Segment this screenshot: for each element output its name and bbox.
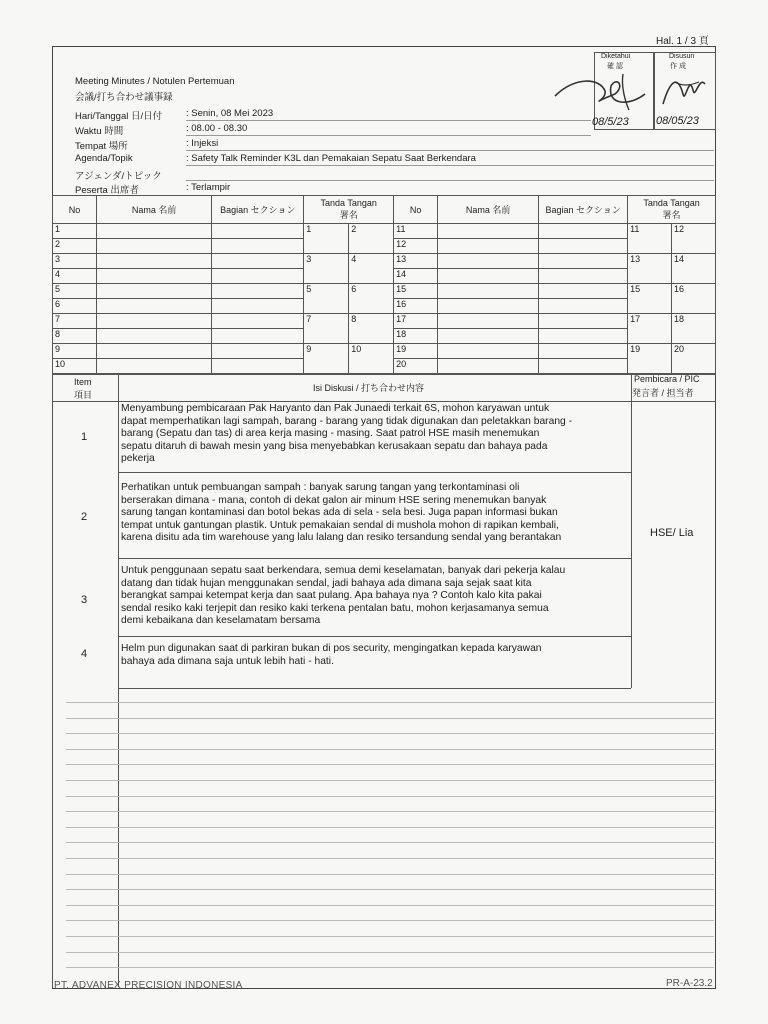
page-number: Hal. 1 / 3 頁 <box>656 36 709 47</box>
blank-line <box>66 764 714 765</box>
attendance-name-left <box>96 314 211 329</box>
discussion-text-2: Perhatikan untuk pembuangan sampah : banyak sarung tangan yang terkontaminasi oli berserakan dimana - mana, contoh di dekat galon air minum HSE sering menemukan banyak sarung tangan kontaminasi dan botol bekas ada di sela - sela besi. Juga papan informasi bukan tempat untuk gantungan plastik. Untuk pemakaian sendal di mushola mohon di rapikan kembali, karena disitu ada tim warehouse yang lalu lalang dan resiko tersandung sendal yang berantakan <box>121 482 562 544</box>
prepared-label-jp: 作 成 <box>670 63 686 70</box>
attendance-no-right: 14 <box>394 269 438 284</box>
attendance-no-right: 18 <box>394 329 438 344</box>
header-signature-right: Tanda Tangan 署名 <box>628 196 716 224</box>
attendance-name-right <box>438 224 539 239</box>
field-label-agenda-jp: アジェンダ/トピック <box>75 171 162 182</box>
attendance-name-right <box>438 239 539 254</box>
document-title: Meeting Minutes / Notulen Pertemuan <box>75 76 235 87</box>
field-label-agenda: Agenda/Topik <box>75 153 133 164</box>
blank-line <box>66 889 714 890</box>
field-value-agenda: : Safety Talk Reminder K3L dan Pemakaian Sepatu Saat Berkendara <box>186 153 476 164</box>
attendance-no-left: 2 <box>53 239 97 254</box>
attendance-no-right: 15 <box>394 284 438 299</box>
blank-line <box>66 811 714 812</box>
attendance-section-right <box>539 314 628 329</box>
signature-slot-left-b: 4 <box>349 254 394 284</box>
signature-slot-right-a: 17 <box>628 314 672 344</box>
signature-slot-right-b: 18 <box>672 314 716 344</box>
content-header: Isi Diskusi / 打ち合わせ内容 <box>313 383 425 393</box>
pic-value: HSE/ Lia <box>650 527 694 539</box>
attendance-name-right <box>438 269 539 284</box>
attendance-no-right: 13 <box>394 254 438 269</box>
attendance-section-right <box>539 329 628 344</box>
attendance-name-left <box>96 254 211 269</box>
item-header: Item <box>74 377 92 387</box>
known-date: 08/5/23 <box>592 116 629 128</box>
attendance-row <box>53 284 716 299</box>
attendance-section-left <box>212 329 304 344</box>
attendance-row <box>53 344 716 359</box>
attendance-name-left <box>96 359 211 374</box>
attendance-name-right <box>438 299 539 314</box>
attendance-table <box>52 195 716 374</box>
attendance-no-left: 9 <box>53 344 97 359</box>
blank-line <box>66 827 714 828</box>
attendance-no-left: 10 <box>53 359 97 374</box>
blank-line <box>66 905 714 906</box>
known-signature-scribble <box>545 66 655 116</box>
signature-slot-left-a: 1 <box>304 224 349 254</box>
blank-line <box>66 702 714 703</box>
pic-header: Pembicara / PIC <box>634 374 700 384</box>
header-name-right: Nama 名前 <box>438 196 539 224</box>
header-section-left: Bagian セクション <box>212 196 304 224</box>
signature-slot-right-b: 16 <box>672 284 716 314</box>
signature-slot-left-a: 3 <box>304 254 349 284</box>
blank-line <box>66 920 714 921</box>
attendance-no-left: 8 <box>53 329 97 344</box>
blank-line <box>66 749 714 750</box>
blank-line <box>66 718 714 719</box>
signature-slot-right-a: 15 <box>628 284 672 314</box>
item-header-jp: 項目 <box>74 390 93 400</box>
document-code: PR-A-23.2 <box>666 978 713 989</box>
prepared-label: Disusun <box>669 53 695 60</box>
attendance-no-left: 7 <box>53 314 97 329</box>
attendance-section-left <box>212 254 304 269</box>
known-label: Diketahui <box>601 53 631 60</box>
attendance-section-left <box>212 359 304 374</box>
item-number-3: 3 <box>81 594 88 606</box>
attendance-section-right <box>539 269 628 284</box>
attendance-name-right <box>438 254 539 269</box>
blank-line <box>66 858 714 859</box>
attendance-section-left <box>212 314 304 329</box>
attendance-no-right: 19 <box>394 344 438 359</box>
field-label-participants: Peserta 出席者 <box>75 185 139 196</box>
signature-slot-left-b: 6 <box>349 284 394 314</box>
company-name: PT. ADVANEX PRECISION INDONESIA <box>54 980 243 991</box>
item-number-2: 2 <box>81 511 88 523</box>
known-label-jp: 確 認 <box>607 63 623 70</box>
header-name-left: Nama 名前 <box>96 196 211 224</box>
field-value-participants: : Terlampir <box>186 182 231 193</box>
attendance-section-left <box>212 344 304 359</box>
attendance-section-right <box>539 344 628 359</box>
attendance-name-right <box>438 329 539 344</box>
attendance-row <box>53 224 716 239</box>
signature-slot-left-b: 8 <box>349 314 394 344</box>
attendance-no-right: 20 <box>394 359 438 374</box>
signature-slot-right-a: 11 <box>628 224 672 254</box>
attendance-name-left <box>96 344 211 359</box>
prepared-signature-scribble <box>655 64 715 114</box>
document-title-jp: 会議/打ち合わせ議事録 <box>75 92 173 103</box>
discussion-text-1: Menyambung pembicaraan Pak Haryanto dan Pak Junaedi terkait 6S, mohon karyawan untuk dapat memperhatikan lagi sampah, barang - barang yang tidak digunakan dan peletakkan barang - barang (Sepatu dan tas) di area kerja masing - masing. Saat patrol HSE masih menemukan sepatu ditaruh di bawah mesin yang bisa menyebabkan kerusakaan sepatu dan bahaya pada pekerja <box>121 403 573 465</box>
signature-slot-left-b: 10 <box>349 344 394 374</box>
field-label-date: Hari/Tanggal 日/日付 <box>75 111 163 122</box>
signature-slot-right-b: 20 <box>672 344 716 374</box>
blank-line <box>66 842 714 843</box>
attendance-name-right <box>438 359 539 374</box>
blank-line <box>66 936 714 937</box>
blank-line <box>66 796 714 797</box>
field-label-place: Tempat 場所 <box>75 141 128 152</box>
attendance-section-right <box>539 239 628 254</box>
prepared-date: 08/05/23 <box>656 115 699 127</box>
attendance-section-right <box>539 224 628 239</box>
attendance-section-right <box>539 359 628 374</box>
attendance-no-left: 4 <box>53 269 97 284</box>
attendance-name-left <box>96 269 211 284</box>
attendance-section-left <box>212 224 304 239</box>
item-number-1: 1 <box>81 431 88 443</box>
attendance-no-right: 11 <box>394 224 438 239</box>
attendance-no-left: 6 <box>53 299 97 314</box>
pic-header-jp: 発言者 / 担当者 <box>632 388 694 398</box>
attendance-no-right: 17 <box>394 314 438 329</box>
attendance-section-right <box>539 254 628 269</box>
discussion-text-4: Helm pun digunakan saat di parkiran bukan di pos security, mengingatkan kepada karyawan bahaya ada dimana saja untuk lebih hati - hati. <box>121 643 542 667</box>
attendance-no-right: 12 <box>394 239 438 254</box>
field-value-time: : 08.00 - 08.30 <box>186 123 248 134</box>
field-value-place: : Injeksi <box>186 138 219 149</box>
signature-slot-left-a: 7 <box>304 314 349 344</box>
header-signature-left: Tanda Tangan 署名 <box>304 196 394 224</box>
header-no-left: No <box>53 196 97 224</box>
attendance-section-right <box>539 299 628 314</box>
blank-line <box>66 874 714 875</box>
attendance-name-right <box>438 314 539 329</box>
blank-line <box>66 952 714 953</box>
signature-slot-right-b: 14 <box>672 254 716 284</box>
signature-slot-right-b: 12 <box>672 224 716 254</box>
discussion-text-3: Untuk penggunaan sepatu saat berkendara, semua demi keselamatan, banyak dari pekerja kalau datang dan tidak hujan menggunakan sendal, jadi bahaya ada dimana saja sejak saat kita berangkat sampai ketempat kerja dan saat pulang. Apa bahaya nya ? Contoh kalo kita pakai sendal resiko kaki terjepit dan resiko kaki terkena pentalan batu, mohon kerjasamanya semua demi kebaikana dan keselamatam bersama <box>121 565 566 627</box>
item-number-4: 4 <box>81 648 88 660</box>
attendance-no-left: 5 <box>53 284 97 299</box>
header-section-right: Bagian セクション <box>539 196 628 224</box>
attendance-section-right <box>539 284 628 299</box>
attendance-row <box>53 314 716 329</box>
field-label-time: Waktu 時間 <box>75 126 124 137</box>
attendance-section-left <box>212 284 304 299</box>
attendance-section-left <box>212 239 304 254</box>
attendance-name-right <box>438 284 539 299</box>
attendance-no-left: 1 <box>53 224 97 239</box>
signature-slot-left-b: 2 <box>349 224 394 254</box>
attendance-name-left <box>96 224 211 239</box>
attendance-name-left <box>96 284 211 299</box>
attendance-section-left <box>212 269 304 284</box>
attendance-name-left <box>96 329 211 344</box>
blank-line <box>66 733 714 734</box>
signature-slot-right-a: 19 <box>628 344 672 374</box>
attendance-name-left <box>96 299 211 314</box>
blank-line <box>66 967 714 968</box>
blank-line <box>66 780 714 781</box>
attendance-name-left <box>96 239 211 254</box>
attendance-section-left <box>212 299 304 314</box>
attendance-no-left: 3 <box>53 254 97 269</box>
header-no-right: No <box>394 196 438 224</box>
signature-slot-left-a: 5 <box>304 284 349 314</box>
attendance-name-right <box>438 344 539 359</box>
attendance-row <box>53 254 716 269</box>
attendance-no-right: 16 <box>394 299 438 314</box>
field-value-date: : Senin, 08 Mei 2023 <box>186 108 274 119</box>
signature-slot-left-a: 9 <box>304 344 349 374</box>
signature-slot-right-a: 13 <box>628 254 672 284</box>
